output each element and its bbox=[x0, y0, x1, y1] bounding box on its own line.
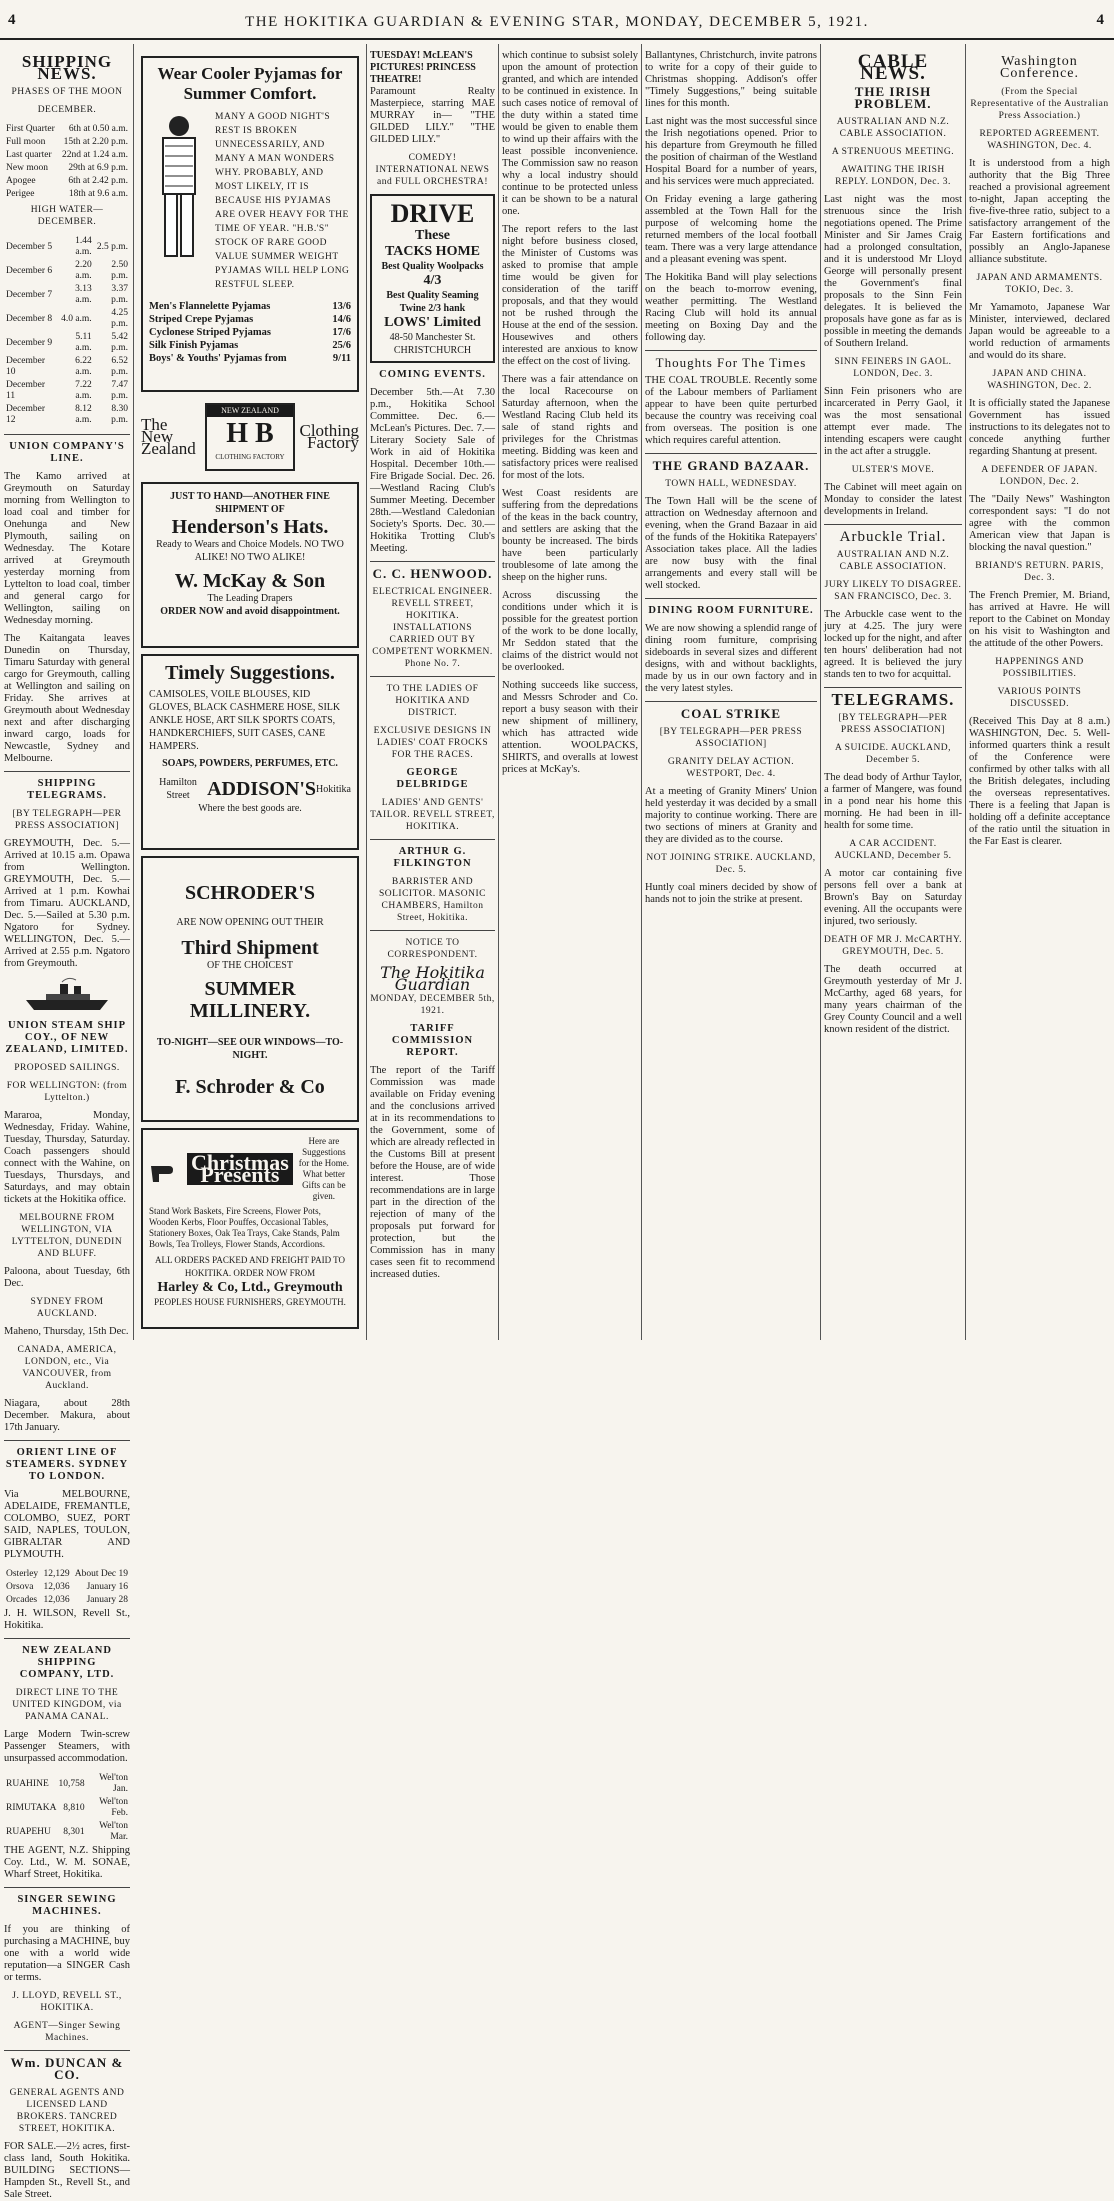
col4-text-c: There was a fair attendance on the local Racecourse on Saturday afternoon, when the Westland Racing Club held its sale of stand rights and privileges for the Christmas meeting. Bidding was keen and satisfactory prices were realised for most of the lots. bbox=[502, 374, 638, 481]
telegrams-heading: SHIPPING TELEGRAMS. bbox=[27, 778, 107, 801]
tide-cell: 4.0 a.m. bbox=[61, 313, 92, 324]
pyjama-price-list bbox=[149, 300, 351, 365]
orient-text: Via MELBOURNE, ADELAIDE, FREMANTLE, COLOMBO, SUEZ, PORT SAID, NAPLES, TOULON, GIBRALTAR AND PLYMOUTH. bbox=[4, 1489, 130, 1560]
lows-address: 48-50 Manchester St. CHRISTCHURCH bbox=[389, 332, 476, 356]
tide-cell: 6.22 a.m. bbox=[75, 356, 92, 377]
column-rule bbox=[366, 44, 367, 1340]
arbuckle-head: JURY LIKELY TO DISAGREE. SAN FRANCISCO, Dec. 3. bbox=[824, 580, 962, 602]
tide-cell: 7.47 p.m. bbox=[111, 380, 128, 401]
lows-woolpack: Best Quality Woolpacks bbox=[381, 261, 484, 272]
happenings-sub: VARIOUS POINTS DISCUSSED. bbox=[997, 687, 1082, 709]
tide-row bbox=[6, 236, 128, 258]
cable-heading: CABLE NEWS. bbox=[857, 51, 929, 84]
tide-cell: 8.12 a.m. bbox=[75, 404, 92, 425]
column-shipping bbox=[4, 50, 130, 2200]
tide-cell: 3.13 a.m. bbox=[75, 284, 92, 305]
timely-advert bbox=[141, 654, 359, 850]
tide-cell: December 12 bbox=[6, 404, 46, 425]
uss-melbourne-text: Paloona, about Tuesday, 6th Dec. bbox=[4, 1266, 130, 1289]
addison-tag: Where the best goods are. bbox=[198, 803, 302, 814]
uss-sydney: SYDNEY FROM AUCKLAND. bbox=[30, 1297, 104, 1319]
washington-sub: (From the Special Representative of the Australian Press Association.) bbox=[970, 87, 1109, 121]
pyjama-text: MANY A GOOD NIGHT'S REST IS BROKEN UNNECESSARILY, AND MANY A MAN WONDERS WHY. PROBABLY, AND MOST LIKELY, IT IS BECAUSE HIS PYJAMAS ARE OVER HEAVY FOR THE TIME OF YEAR. "H.B.'S" STOCK OF RARE GOOD VALUE SUMMER WEIGHT PYJAMAS WILL HELP LONG RESTFUL SLEEP. bbox=[215, 112, 350, 290]
bazaar-sub: TOWN HALL, WEDNESDAY. bbox=[665, 479, 797, 489]
pyjama-price-row bbox=[149, 300, 351, 313]
orient-row bbox=[6, 1582, 128, 1593]
dining-heading: DINING ROOM FURNITURE. bbox=[648, 605, 814, 616]
schroder-line-5: TO-NIGHT—SEE OUR WINDOWS—TO-NIGHT. bbox=[156, 1037, 344, 1061]
irish-head-2: AWAITING THE IRISH REPLY. LONDON, Dec. 3. bbox=[835, 165, 951, 187]
christmas-advert bbox=[141, 1128, 359, 1329]
irish-text: Last night was the most strenuous since the Irish negotiations opened. The Prime Minister and Sir James Craig had a prolonged consultation, and it is understood Mr Lloyd George will personally present the Government's final proposals to the Sinn Fein delegates. It is believed the proposals have gone as far as is possible in meeting the demands of Southern Ireland. bbox=[824, 194, 962, 349]
timely-title: Timely Suggestions. bbox=[165, 662, 335, 684]
arbuckle-text: The Arbuckle case went to the jury at 4.25. The jury were locked up for the night, and after ten hours' deliberation had not agreed. It is believed the jury stands ten to two for acquittal. bbox=[824, 609, 962, 680]
agreement-heading: REPORTED AGREEMENT. WASHINGTON, Dec. 4. bbox=[979, 129, 1100, 151]
column-rule bbox=[641, 44, 642, 1340]
arbuckle-sub: AUSTRALIAN AND N.Z. CABLE ASSOCIATION. bbox=[836, 550, 950, 572]
nzs-heading: NEW ZEALAND SHIPPING COMPANY, LTD. bbox=[19, 1645, 115, 1680]
moon-heading: PHASES OF THE MOON bbox=[11, 87, 123, 97]
schroder-firm: F. Schroder & Co bbox=[175, 1076, 325, 1098]
nzs-cell: RUAPEHU bbox=[6, 1826, 51, 1837]
uss-for: FOR WELLINGTON: (from Lyttelton.) bbox=[6, 1081, 128, 1103]
tide-cell: 7.22 a.m. bbox=[75, 380, 92, 401]
events-text: December 5th.—At 7.30 p.m., Hokitika School Committee. Dec. 6.—McLean's Pictures. Dec. 7.—Literary Society Sale of Work in aid of Hokitika Hospital. December 10th.—Fire Brigade Social. Dec. 26.—Westland Racing Club's Summer Meeting. December 28th.—Westland Caledonian Society's Sports. Dec. 30.—Hokitika Trotting Club's Meeting. bbox=[370, 387, 495, 554]
schroder-line-2: Third Shipment bbox=[181, 937, 319, 959]
tide-cell: December 6 bbox=[6, 265, 53, 276]
tide-cell: 5.11 a.m. bbox=[75, 332, 92, 353]
tide-cell: 4.25 p.m. bbox=[111, 308, 128, 329]
union-heading: UNION COMPANY'S LINE. bbox=[9, 441, 125, 464]
car-text: A motor car containing five persons fell over a bank at Brown's Bay on Saturday evening. All the occupants were injured, two seriously. bbox=[824, 868, 962, 927]
uss-melbourne: MELBOURNE FROM WELLINGTON, VIA LYTTELTON, DUNEDIN AND BLUFF. bbox=[11, 1213, 123, 1259]
filkington-name: ARTHUR G. FILKINGTON bbox=[393, 846, 472, 869]
hb-left-text: The New Zealand bbox=[141, 415, 196, 458]
tide-cell: December 7 bbox=[6, 289, 53, 300]
nzs-cell: 8,810 bbox=[63, 1802, 85, 1813]
orient-cell: January 16 bbox=[86, 1582, 128, 1592]
nzs-cell: RUAHINE bbox=[6, 1778, 49, 1789]
tide-cell: December 9 bbox=[6, 337, 53, 348]
delbridge-sub: LADIES' AND GENTS' TAILOR. REVELL STREET, HOKITIKA. bbox=[370, 798, 495, 832]
tide-cell: December 5 bbox=[6, 241, 53, 252]
masthead bbox=[0, 8, 1114, 40]
sinn-fein-text: Sinn Fein prisoners who are incarcerated in Perry Gaol, it was the most sensational attempt ever made. The intending escapers were caught in the act after a struggle. bbox=[824, 386, 962, 457]
singer-heading: SINGER SEWING MACHINES. bbox=[17, 1894, 117, 1917]
orient-cell: About Dec 19 bbox=[74, 1569, 128, 1579]
tariff-heading: TARIFF COMMISSION REPORT. bbox=[391, 1023, 474, 1058]
moon-cell: First Quarter bbox=[6, 124, 55, 134]
filkington-sub: BARRISTER AND SOLICITOR. MASONIC CHAMBERS, Hamilton Street, Hokitika. bbox=[378, 877, 486, 923]
japan-armaments-text: Mr Yamamoto, Japanese War Minister, interviewed, declared Japan would be agreeable to a world reduction of armaments and would do its share. bbox=[969, 302, 1110, 361]
hb-factory: CLOTHING FACTORY bbox=[215, 453, 285, 461]
orient-heading: ORIENT LINE OF STEAMERS. SYDNEY TO LONDON. bbox=[5, 1447, 129, 1482]
tide-cell: 2.20 a.m. bbox=[75, 260, 92, 281]
happenings-text: (Received This Day at 8 a.m.) WASHINGTON, Dec. 5. Well-informed quarters think a result of the Conference were confirmed by other talks with all the British delegates, including the overseas representatives. There is a feeling that Japan is holding off a definite acceptance of the ratio until the situation in the Far East is clearer. bbox=[969, 716, 1110, 847]
column-advertisements bbox=[137, 50, 363, 1336]
mclean-sub: COMEDY! INTERNATIONAL NEWS and FULL ORCHESTRA! bbox=[375, 153, 490, 187]
column-rule bbox=[965, 44, 966, 1340]
thoughts-heading: Thoughts For The Times bbox=[655, 355, 807, 370]
col5-text-d: The Hokitika Band will play selections on the beach to-morrow evening, weather permitting. The Westland Racing Club will hold its annual meeting on Boxing Day and the following day. bbox=[645, 272, 817, 343]
col5-text-a: Ballantynes, Christchurch, invite patrons to write for a copy of their guide to Christmas shopping. Addison's offer "Timely Suggestions," being suitable lines for this month. bbox=[645, 50, 817, 109]
uss-heading: UNION STEAM SHIP COY., OF NEW ZEALAND, LIMITED. bbox=[5, 1020, 129, 1055]
pyjama-price-row bbox=[149, 352, 351, 365]
tide-row bbox=[6, 356, 128, 378]
coal-text: At a meeting of Granity Miners' Union held yesterday it was decided by a small majority to continue working. There are two sections of miners at Granity and they are divided as to the course. bbox=[645, 786, 817, 845]
not-joining-heading: NOT JOINING STRIKE. AUCKLAND, Dec. 5. bbox=[646, 853, 816, 875]
uss-text: Mararoa, Monday, Wednesday, Friday. Wahine, Tuesday, Thursday, Saturday. Coach passengers should connect with the Wahine, on Tuesdays, Thursdays, and Saturdays, and may obtain tickets at the Hokitika office. bbox=[4, 1110, 130, 1205]
pyjama-item-name: Men's Flannelette Pyjamas bbox=[149, 301, 271, 312]
tide-row bbox=[6, 404, 128, 426]
moon-cell: Perigee bbox=[6, 189, 35, 199]
lows-these: These bbox=[415, 228, 450, 243]
pyjama-item-price: 9/11 bbox=[332, 353, 351, 364]
column-rule bbox=[498, 44, 499, 1340]
page-number-left: 4 bbox=[8, 12, 16, 28]
nzs-cell: Wel'ton Mar. bbox=[99, 1821, 128, 1842]
telegrams-sub: [BY TELEGRAPH—PER PRESS ASSOCIATION] bbox=[12, 809, 122, 831]
pyjama-figure-icon bbox=[149, 110, 209, 260]
nzs-cell: 10,758 bbox=[58, 1778, 85, 1789]
singer-agent: J. LLOYD, REVELL ST., HOKITIKA. bbox=[12, 1991, 122, 2013]
christmas-side: Here are Suggestions for the Home. What better Gifts can be given. bbox=[298, 1136, 349, 1201]
hb-advert bbox=[141, 402, 359, 472]
nzs-cell: RIMUTAKA bbox=[6, 1802, 57, 1813]
agreement-text: It is understood from a high authority that the Big Three reached a provisional agreement to-night, Japan accepting the five-five-three ratio, subject to a satisfactory arrangement of the Far Eastern fortifications and possibly an Anglo-Japanese alliance substitute. bbox=[969, 158, 1110, 265]
orient-cell: 12,036 bbox=[43, 1582, 70, 1592]
lows-drive: DRIVE bbox=[390, 199, 475, 228]
pyjama-headline: Wear Cooler Pyjamas for Summer Comfort. bbox=[157, 64, 343, 103]
hb-letters: H B bbox=[226, 418, 274, 449]
timely-text: CAMISOLES, VOILE BLOUSES, KID GLOVES, BLACK CASHMERE HOSE, SILK ANKLE HOSE, ART SILK SPORTS COATS, HANDKERCHIEFS, SUIT CASES, CANE HAMPERS. bbox=[149, 689, 341, 752]
column-four bbox=[502, 50, 638, 1336]
addison-town: Hokitika bbox=[316, 783, 351, 795]
duncan-text: GENERAL AGENTS AND LICENSED LAND BROKERS. TANCRED STREET, HOKITIKA. bbox=[9, 2088, 125, 2134]
tariff-text: The report of the Tariff Commission was made available on Friday evening and the conclusions arrived at in its recommendations to the Government, some of which are already reflected in the Customs Bill at present before the House, are of wide interest. Those recommendations are in large part in the direction of the rejection of many of the proposals put forward for protection, but the Commission has in many cases seen fit to recommend increased duties. bbox=[370, 1065, 495, 1280]
col4-text-b: The report refers to the last night before business closed, the Minister of Customs was asked to promise that ample time would be given for consideration of the tariff proposals, and that they would not be rushed through the House at the end of the session. Housewives and others interested are anxious to know the effect on the cost of living. bbox=[502, 224, 638, 367]
editorial-title: The Hokitika Guardian bbox=[380, 963, 485, 994]
tide-heading: HIGH WATER—DECEMBER. bbox=[30, 205, 104, 227]
death-text: The death occurred at Greymouth yesterday of Mr J. McCarthy, aged 68 years, for many years chairman of the Grey County Council and a well known resident of the district. bbox=[824, 964, 962, 1035]
moon-row bbox=[6, 137, 128, 148]
union-text: The Kamo arrived at Greymouth on Saturday morning from Wellington to load coal and timber for Onehunga and New Plymouth, sailing on Wednesday. The Kotare arrived at Greymouth yesterday morning from Lyttelton to load coal, timber and general cargo for Wellington, sailing on Wednesday morning. bbox=[4, 471, 130, 626]
uss-canada: CANADA, AMERICA, LONDON, etc., Via VANCOUVER, from Auckland. bbox=[17, 1345, 117, 1391]
not-joining-text: Huntly coal miners decided by show of hands not to join the strike at present. bbox=[645, 882, 817, 905]
henwood-name: C. C. HENWOOD. bbox=[372, 566, 493, 581]
moon-row bbox=[6, 124, 128, 135]
tide-cell: 2.50 p.m. bbox=[111, 260, 128, 281]
death-heading: DEATH OF MR J. McCARTHY. GREYMOUTH, Dec. 5. bbox=[824, 935, 962, 957]
moon-cell: 15th at 2.20 p.m. bbox=[63, 137, 128, 147]
ulster-heading: ULSTER'S MOVE. bbox=[851, 465, 935, 475]
schroder-line-3: OF THE CHOICEST bbox=[207, 960, 293, 971]
tide-cell: December 11 bbox=[6, 380, 46, 401]
events-heading: COMING EVENTS. bbox=[379, 369, 486, 380]
pyjama-item-price: 25/6 bbox=[332, 340, 351, 351]
happenings-heading: HAPPENINGS AND POSSIBILITIES. bbox=[995, 657, 1084, 679]
schroder-title: SCHRODER'S bbox=[184, 882, 316, 904]
delbridge-name: GEORGE DELBRIDGE bbox=[396, 767, 469, 790]
tide-cell: 6.52 p.m. bbox=[111, 356, 128, 377]
coal-sub: [BY TELEGRAPH—PER PRESS ASSOCIATION] bbox=[659, 727, 803, 749]
nzs-row bbox=[6, 1821, 128, 1843]
orient-agent: J. H. WILSON, Revell St., Hokitika. bbox=[4, 1608, 130, 1631]
moon-cell: 29th at 6.9 p.m. bbox=[68, 163, 128, 173]
orient-row bbox=[6, 1569, 128, 1580]
orient-table bbox=[4, 1567, 130, 1608]
lows-advert bbox=[370, 194, 495, 363]
column-five bbox=[645, 50, 817, 1336]
suicide-heading: A SUICIDE. AUCKLAND, December 5. bbox=[834, 743, 952, 765]
moon-row bbox=[6, 189, 128, 200]
addison-name: ADDISON'S bbox=[207, 778, 316, 800]
washington-heading: Washington Conference. bbox=[999, 54, 1080, 81]
moon-cell: Apogee bbox=[6, 176, 36, 186]
col4-text-a: which continue to subsist solely upon the amount of protection granted, and which are intended to be continued in existence. In such cases notice of removal of the duty within a stated time would be given to enable them to wind up their affairs with the least possible inconvenience. The Commission saw no reason why a local industry should continue to be protected unless it can be shown to be a natural one. bbox=[502, 50, 638, 217]
tide-row bbox=[6, 260, 128, 282]
orient-cell: Orsova bbox=[6, 1582, 34, 1592]
pyjama-item-price: 14/6 bbox=[332, 314, 351, 325]
moon-row bbox=[6, 163, 128, 174]
shipping-heading: SHIPPING NEWS. bbox=[21, 52, 113, 83]
hats-advert bbox=[141, 482, 359, 648]
tide-row bbox=[6, 284, 128, 306]
christmas-footer: PEOPLES HOUSE FURNISHERS, GREYMOUTH. bbox=[154, 1297, 346, 1307]
schroder-line-1: ARE NOW OPENING OUT THEIR bbox=[176, 917, 324, 928]
hats-order: ORDER NOW and avoid disappointment. bbox=[160, 606, 340, 617]
japan-china-heading: JAPAN AND CHINA. WASHINGTON, Dec. 2. bbox=[987, 369, 1092, 391]
steamship-icon bbox=[22, 976, 112, 1014]
pyjama-item-name: Cyclonese Striped Pyjamas bbox=[149, 327, 271, 338]
lows-twine: Best Quality Seaming Twine 2/3 hank bbox=[386, 290, 479, 314]
pyjama-advert bbox=[141, 56, 359, 392]
moon-cell: Last quarter bbox=[6, 150, 52, 160]
tide-cell: December 8 bbox=[6, 313, 53, 324]
col4-text-d: West Coast residents are suffering from the depredations of the keas in the back country, and settlers are asking that the bounty be increased. The birds have been particularly troublesome of late among the sheep on the higher runs. bbox=[502, 488, 638, 583]
bazaar-text: The Town Hall will be the scene of attraction on Wednesday afternoon and evening, when the Grand Bazaar in aid of the funds of the Hokitika Ratepayers' Association takes place. All the ladies are now busy with the final arrangements and every stall will be well stocked. bbox=[645, 496, 817, 591]
coal-heading: COAL STRIKE bbox=[680, 706, 782, 721]
schroder-line-4: SUMMER MILLINERY. bbox=[189, 978, 311, 1022]
orient-cell: Osterley bbox=[6, 1569, 39, 1579]
singer-text: If you are thinking of purchasing a MACHINE, buy one with a world wide reputation—a SINGER Cash or terms. bbox=[4, 1924, 130, 1983]
moon-cell: 6th at 2.42 p.m. bbox=[68, 176, 128, 186]
orient-row bbox=[6, 1595, 128, 1606]
tide-cell: 1.44 a.m. bbox=[75, 236, 92, 257]
arbuckle-heading: Arbuckle Trial. bbox=[839, 529, 947, 545]
irish-head-1: A STRENUOUS MEETING. bbox=[831, 147, 955, 157]
pyjama-item-price: 13/6 bbox=[332, 301, 351, 312]
telegrams-sub-2: [BY TELEGRAPH—PER PRESS ASSOCIATION] bbox=[838, 713, 948, 735]
column-three bbox=[370, 50, 495, 1336]
nzs-cell: 8,301 bbox=[63, 1826, 85, 1837]
orient-cell: 12,036 bbox=[43, 1595, 70, 1605]
christmas-firm: Harley & Co, Ltd., Greymouth bbox=[157, 1280, 343, 1295]
pyjama-item-name: Boys' & Youths' Pyjamas from bbox=[149, 353, 287, 364]
hats-title: Henderson's Hats. bbox=[171, 516, 329, 538]
nzs-cell: Wel'ton Feb. bbox=[99, 1797, 128, 1818]
mclean-headline: TUESDAY! McLEAN'S PICTURES! PRINCESS THEATRE! bbox=[370, 50, 476, 85]
irish-heading: THE IRISH PROBLEM. bbox=[854, 84, 932, 111]
defender-text: The "Daily News" Washington correspondent says: "I do not agree with the common American view that Japan is blocking the naval question." bbox=[969, 494, 1110, 553]
moon-month: DECEMBER. bbox=[37, 105, 97, 115]
irish-sub: AUSTRALIAN AND N.Z. CABLE ASSOCIATION. bbox=[836, 117, 950, 139]
union-text-2: The Kaitangata leaves Dunedin on Thursday, Timaru Saturday with general cargo for Greymouth, calling at Wellington and sailing on Friday. She arrives at Greymouth about Wednesday next and after discharging inward cargo, loads for Newcastle, Sydney and Melbourne. bbox=[4, 633, 130, 764]
moon-row bbox=[6, 150, 128, 161]
col4-text-e: Across discussing the conditions under which it is possible for the greatest portion of the work to be done locally, Mr Seddon stated that the claims of the district would not be overlooked. bbox=[502, 590, 638, 673]
nzs-cell: Wel'ton Jan. bbox=[99, 1773, 128, 1794]
sinn-fein-heading: SINN FEINERS IN GAOL. LONDON, Dec. 3. bbox=[834, 357, 952, 379]
duncan-sale: FOR SALE.—2½ acres, first-class land, South Hokitika. BUILDING SECTIONS—Hampden St., Revell St., and Sale Street. bbox=[4, 2141, 130, 2200]
japan-armaments-heading: JAPAN AND ARMAMENTS. TOKIO, Dec. 3. bbox=[976, 273, 1103, 295]
col4-text-f: Nothing succeeds like success, and Messrs Schroder and Co. report a busy season with their new shipment of millinery, which has attracted wide attention. WOOLPACKS, SHIRTS, and overalls at lowest prices at McKay's. bbox=[502, 680, 638, 775]
column-rule bbox=[820, 44, 821, 1340]
column-washington bbox=[969, 50, 1110, 1336]
pyjama-price-row bbox=[149, 313, 351, 326]
tide-cell: December 10 bbox=[6, 356, 46, 377]
moon-table bbox=[4, 122, 130, 202]
lows-tacks: TACKS HOME bbox=[384, 244, 481, 259]
christmas-title: Christmas Presents bbox=[187, 1153, 293, 1185]
schroder-advert bbox=[141, 856, 359, 1122]
newspaper-title: THE HOKITIKA GUARDIAN & EVENING STAR, MONDAY, DECEMBER 5, 1921. bbox=[245, 14, 869, 30]
nzs-sub: DIRECT LINE TO THE UNITED KINGDOM, via PANAMA CANAL. bbox=[12, 1688, 122, 1722]
pyjama-item-price: 17/6 bbox=[332, 327, 351, 338]
column-rule bbox=[133, 44, 134, 1340]
orient-cell: January 28 bbox=[86, 1595, 128, 1605]
addison-street: Hamilton Street bbox=[159, 777, 197, 801]
japan-china-text: It is officially stated the Japanese Government has issued instructions to its delegates not to concede anything further regarding Shantung at present. bbox=[969, 398, 1110, 457]
pyjama-item-name: Silk Finish Pyjamas bbox=[149, 340, 239, 351]
hats-headline: JUST TO HAND—ANOTHER FINE SHIPMENT OF bbox=[170, 491, 330, 515]
ulster-text: The Cabinet will meet again on Monday to consider the latest developments in Ireland. bbox=[824, 482, 962, 517]
telegrams-text: GREYMOUTH, Dec. 5.—Arrived at 10.15 a.m. Opawa from Wellington. GREYMOUTH, Dec. 5.—Arrived at 1 p.m. Kowhai from Timaru. AUCKLAND, Dec. 5.—Sailed at 5.30 p.m. Ngatoro for Sydney. WELLINGTON, Dec. 5.—Arrived at 2.55 p.m. Ngatoro from Greymouth. bbox=[4, 838, 130, 969]
christmas-items: Stand Work Baskets, Fire Screens, Flower Pots, Wooden Kerbs, Floor Pouffes, Occasional Tables, Stationery Boxes, Oak Tea Trays, Cake Stands, Palm Bowls, Tea Trolleys, Flower Stands, Accordions. bbox=[149, 1206, 340, 1249]
moon-row bbox=[6, 176, 128, 187]
pointing-hand-icon bbox=[149, 1152, 183, 1186]
henwood-text: ELECTRICAL ENGINEER. REVELL STREET, HOKITIKA. INSTALLATIONS CARRIED OUT BY COMPETENT WORKMEN. Phone No. 7. bbox=[372, 587, 493, 669]
pyjama-item-name: Striped Crepe Pyjamas bbox=[149, 314, 254, 325]
uss-canada-text: Niagara, about 28th December. Makura, about 17th January. bbox=[4, 1398, 130, 1433]
tide-cell: 8.30 p.m. bbox=[111, 404, 128, 425]
hb-right-text: Clothing Factory bbox=[299, 421, 359, 452]
timely-line: SOAPS, POWDERS, PERFUMES, ETC. bbox=[162, 758, 338, 769]
hats-sub: Ready to Wears and Choice Models. NO TWO ALIKE! NO TWO ALIKE! bbox=[156, 539, 344, 563]
suicide-text: The dead body of Arthur Taylor, a farmer of Mangere, was found in a pond near his home this morning. He had been in ill-health for some time. bbox=[824, 772, 962, 831]
tide-cell: 5.42 p.m. bbox=[111, 332, 128, 353]
hb-ribbon: NEW ZEALAND bbox=[207, 405, 293, 417]
bazaar-heading: THE GRAND BAZAAR. bbox=[652, 458, 810, 473]
duncan-heading: Wm. DUNCAN & CO. bbox=[10, 2055, 124, 2082]
ladies-text: EXCLUSIVE DESIGNS IN LADIES' COAT FROCKS FOR THE RACES. bbox=[373, 726, 492, 760]
editorial-date: MONDAY, DECEMBER 5th, 1921. bbox=[370, 994, 495, 1016]
moon-cell: 22nd at 1.24 a.m. bbox=[62, 150, 128, 160]
moon-cell: Full moon bbox=[6, 137, 46, 147]
tide-cell: 3.37 p.m. bbox=[111, 284, 128, 305]
col5-text-b: Last night was the most successful since the Irish negotiations opened. Prior to his departure from Greymouth he filled the position of chairman of the Westland Hospital Board for a number of years, and his services were much appreciated. bbox=[645, 116, 817, 187]
nzs-table bbox=[4, 1771, 130, 1845]
page-number-right: 4 bbox=[1096, 12, 1104, 28]
car-heading: A CAR ACCIDENT. AUCKLAND, December 5. bbox=[834, 839, 952, 861]
pyjama-price-row bbox=[149, 326, 351, 339]
christmas-note: ALL ORDERS PACKED AND FREIGHT PAID TO HOKITIKA. ORDER NOW FROM bbox=[154, 1255, 346, 1278]
orient-cell: Orcades bbox=[6, 1595, 38, 1605]
singer-agent-2: AGENT—Singer Sewing Machines. bbox=[13, 2021, 121, 2043]
notice-heading: NOTICE TO CORRESPONDENT. bbox=[387, 938, 478, 960]
nzs-text: Large Modern Twin-screw Passenger Steamers, with unsurpassed accommodation. bbox=[4, 1729, 130, 1764]
tide-row bbox=[6, 332, 128, 354]
nzs-row bbox=[6, 1773, 128, 1795]
moon-cell: New moon bbox=[6, 163, 48, 173]
dining-text: We are now showing a splendid range of dining room furniture, comprising sideboards in several sizes and different designs, with and without backlights, made by us in our own factory and in the very latest styles. bbox=[645, 623, 817, 694]
hb-logo bbox=[205, 403, 295, 471]
lows-price: 4/3 bbox=[423, 273, 442, 288]
pyjama-price-row bbox=[149, 339, 351, 352]
tide-row bbox=[6, 308, 128, 330]
coal-head: GRANITY DELAY ACTION. WESTPORT, Dec. 4. bbox=[667, 757, 795, 779]
tide-table bbox=[4, 234, 130, 428]
lows-name: LOWS' Limited bbox=[384, 315, 481, 330]
telegrams-heading-2: TELEGRAMS. bbox=[831, 690, 955, 709]
tide-cell: 2.5 p.m. bbox=[96, 241, 128, 252]
hats-firm: W. McKay & Son bbox=[174, 570, 326, 592]
uss-sydney-text: Maheno, Thursday, 15th Dec. bbox=[4, 1326, 129, 1337]
moon-cell: 18th at 9.6 a.m. bbox=[68, 189, 128, 199]
nzs-row bbox=[6, 1797, 128, 1819]
mclean-text: Paramount Realty Masterpiece, starring MAE MURRAY in— "THE GILDED LILY." "THE GILDED LILY." bbox=[370, 86, 495, 145]
orient-cell: 12,129 bbox=[43, 1569, 70, 1579]
ladies-heading: TO THE LADIES OF HOKITIKA AND DISTRICT. bbox=[386, 684, 479, 718]
uss-sub: PROPOSED SAILINGS. bbox=[14, 1063, 120, 1073]
briand-heading: BRIAND'S RETURN. PARIS, Dec. 3. bbox=[975, 561, 1104, 583]
briand-text: The French Premier, M. Briand, has arrived at Havre. He will report to the Cabinet on Monday on his visit to Washington and the attitude of the other Powers. bbox=[969, 590, 1110, 649]
nzs-agent: THE AGENT, N.Z. Shipping Coy. Ltd., W. M. SONAE, Wharf Street, Hokitika. bbox=[4, 1845, 130, 1880]
defender-heading: A DEFENDER OF JAPAN. LONDON, Dec. 2. bbox=[981, 465, 1098, 487]
col5-text-c: On Friday evening a large gathering assembled at the Town Hall for the purpose of welcoming home the returned members of the local football team. There was a very large attendance and a pleasant evening was spent. bbox=[645, 194, 817, 265]
moon-cell: 6th at 0.50 a.m. bbox=[68, 124, 128, 134]
tide-row bbox=[6, 380, 128, 402]
column-cable-news bbox=[824, 50, 962, 1336]
hats-tag: The Leading Drapers bbox=[207, 593, 293, 604]
thoughts-text: THE COAL TROUBLE. Recently some of the Labour members of Parliament appear to have been quite perturbed because the country was receiving coal from overseas. The position is one which requires careful attention. bbox=[645, 375, 817, 446]
